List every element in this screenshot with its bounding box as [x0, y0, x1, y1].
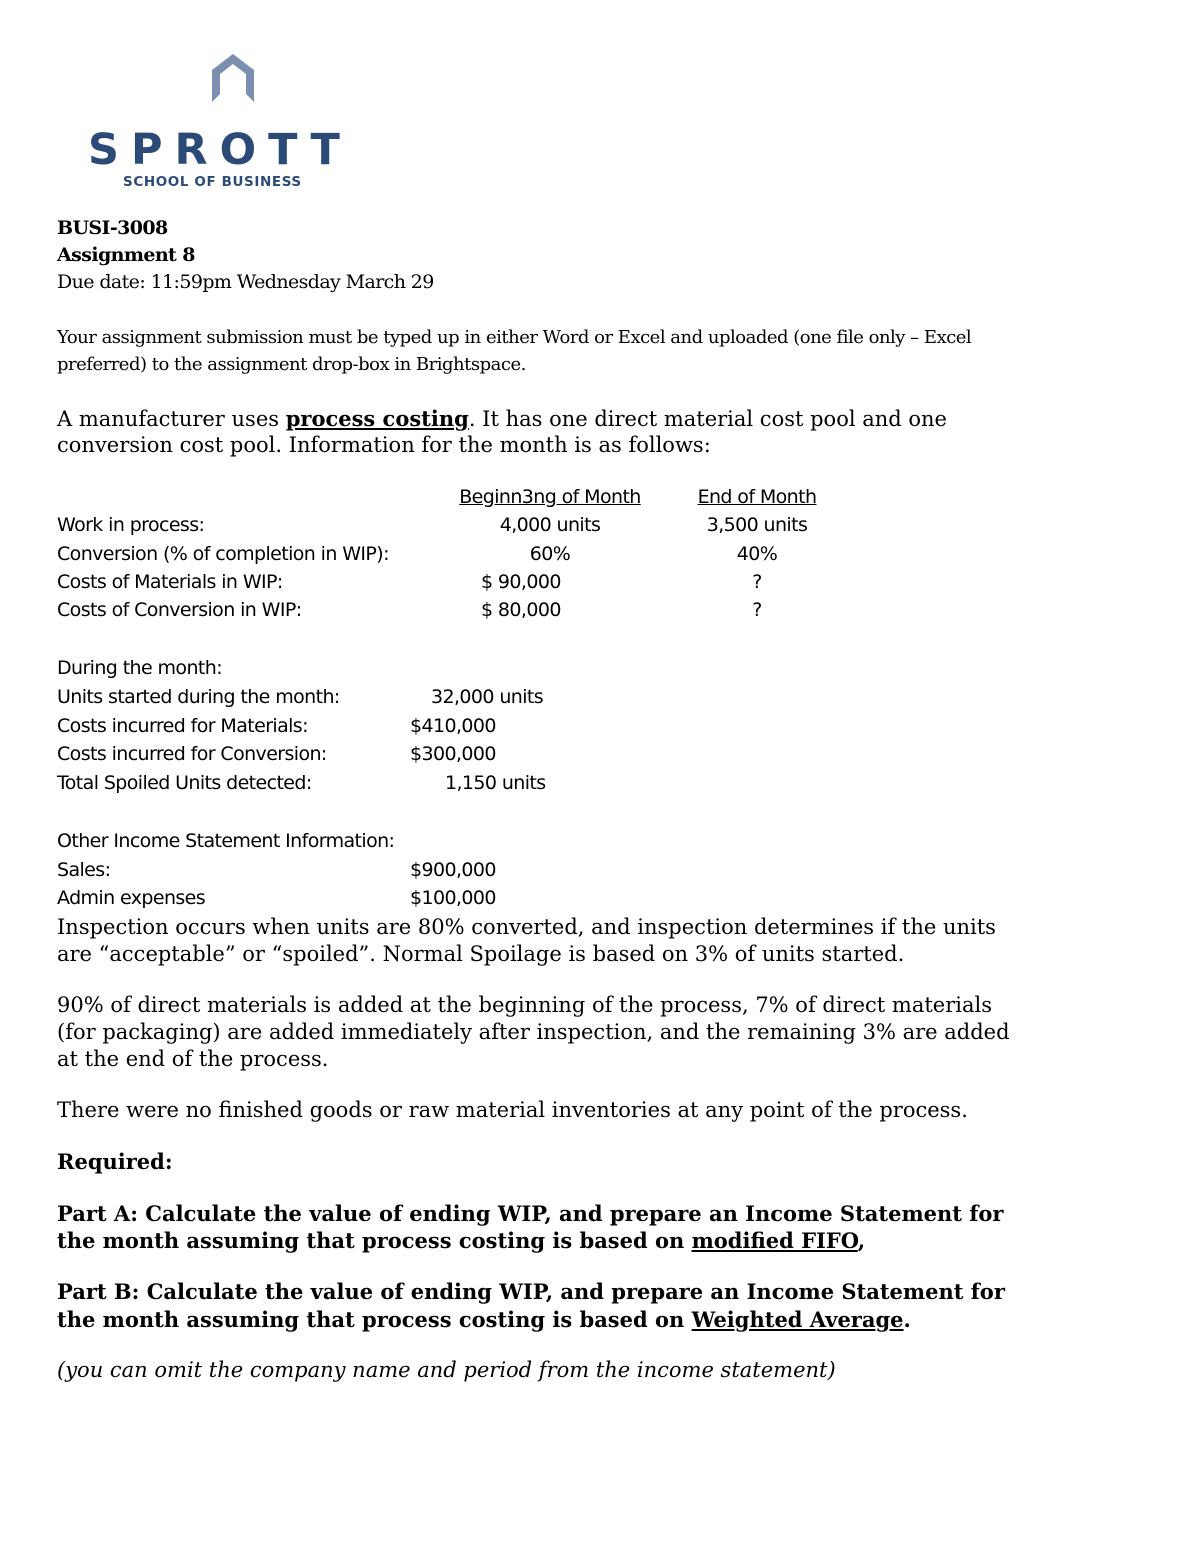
month-value-units-started: 32,000 units [431, 686, 544, 708]
row-label-conversion: Conversion (% of completion in WIP): [57, 543, 389, 565]
modified-fifo-term: modified FIFO [691, 1228, 858, 1253]
row-begin-materials: $ 90,000 [481, 571, 561, 593]
inspection-line-2: are “acceptable” or “spoiled”. Normal Spoilage is based on 3% of units started. [57, 942, 905, 966]
process-costing-term: process costing [285, 406, 469, 431]
weighted-average-term: Weighted Average [691, 1307, 904, 1332]
part-a-line-1: Part A: Calculate the value of ending WIP, and prepare an Income Statement for [57, 1201, 1004, 1226]
income-value-admin: $100,000 [410, 887, 496, 909]
omit-note: (you can omit the company name and period from the income statement) [57, 1358, 836, 1382]
row-begin-conversion: 60% [529, 543, 571, 565]
income-value-sales: $900,000 [410, 859, 496, 881]
instructions-line-1: Your assignment submission must be typed up in either Word or Excel and uploaded (one file only – Excel [57, 327, 972, 348]
month-heading: During the month: [57, 657, 222, 679]
row-end-conversion: 40% [736, 543, 778, 565]
row-end-wip: 3,500 units [706, 514, 808, 536]
col-header-end: End of Month [697, 486, 817, 508]
part-a-line-2: the month assuming that process costing is based on modified FIFO, [57, 1228, 866, 1253]
due-date: Due date: 11:59pm Wednesday March 29 [57, 271, 434, 293]
logo-wordmark: SPROTT [88, 125, 352, 175]
row-label-wip: Work in process: [57, 514, 205, 536]
inspection-line-1: Inspection occurs when units are 80% converted, and inspection determines if the units [57, 915, 996, 939]
inventory-line: There were no finished goods or raw material inventories at any point of the process. [57, 1098, 968, 1122]
month-value-materials: $410,000 [410, 715, 496, 737]
row-begin-conversion-cost: $ 80,000 [481, 599, 561, 621]
materials-line-2: (for packaging) are added immediately after inspection, and the remaining 3% are added [57, 1020, 1010, 1044]
month-label-units-started: Units started during the month: [57, 686, 340, 708]
materials-line-3: at the end of the process. [57, 1047, 329, 1071]
month-value-conversion: $300,000 [410, 743, 496, 765]
sprott-logo [88, 52, 378, 192]
materials-line-1: 90% of direct materials is added at the beginning of the process, 7% of direct materials [57, 993, 992, 1017]
problem-intro-line-2: conversion cost pool. Information for the month is as follows: [57, 433, 711, 457]
logo-tagline: SCHOOL OF BUSINESS [123, 174, 302, 190]
course-code: BUSI-3008 [57, 217, 168, 239]
income-heading: Other Income Statement Information: [57, 830, 395, 852]
month-label-materials: Costs incurred for Materials: [57, 715, 308, 737]
assignment-title: Assignment 8 [57, 244, 195, 266]
row-label-materials: Costs of Materials in WIP: [57, 571, 283, 593]
required-heading: Required: [57, 1149, 173, 1174]
month-value-spoiled: 1,150 units [445, 772, 546, 794]
sprott-mark-icon [212, 54, 254, 102]
row-end-conversion-cost: ? [752, 599, 762, 621]
income-label-sales: Sales: [57, 859, 111, 881]
month-label-conversion: Costs incurred for Conversion: [57, 743, 327, 765]
part-b-line-1: Part B: Calculate the value of ending WIP, and prepare an Income Statement for [57, 1279, 1005, 1304]
instructions-line-2: preferred) to the assignment drop-box in Brightspace. [57, 354, 526, 375]
row-begin-wip: 4,000 units [499, 514, 601, 536]
col-header-beginning: Beginn3ng of Month [459, 486, 641, 508]
month-label-spoiled: Total Spoiled Units detected: [57, 772, 312, 794]
row-end-materials: ? [752, 571, 762, 593]
income-label-admin: Admin expenses [57, 887, 206, 909]
row-label-conversion-cost: Costs of Conversion in WIP: [57, 599, 302, 621]
problem-intro-line-1: A manufacturer uses process costing. It has one direct material cost pool and one [57, 406, 947, 431]
part-b-line-2: the month assuming that process costing is based on Weighted Average. [57, 1307, 911, 1332]
